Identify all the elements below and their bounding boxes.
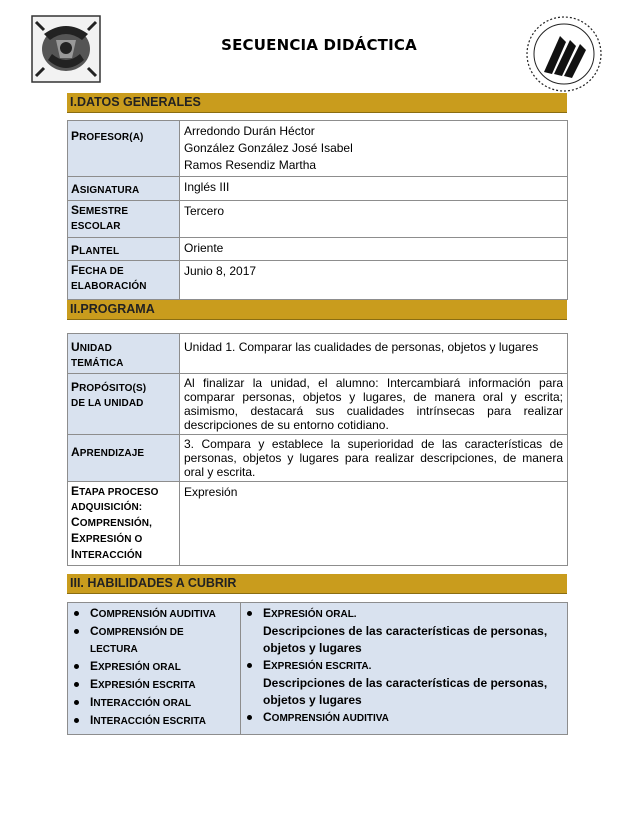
bullet-icon — [247, 663, 252, 668]
profesor-label: PROFESOR(A) — [68, 121, 180, 177]
list-item: EXPRESIÓN ORAL. Descripciones de las características de personas, objetos y lugares — [241, 605, 567, 657]
table-row — [68, 435, 568, 482]
list-item: EXPRESIÓN ORAL — [68, 658, 240, 676]
table-row — [68, 177, 568, 201]
profesor-name: Arredondo Durán Héctor — [184, 124, 315, 138]
asignatura-label: ASIGNATURA — [68, 177, 180, 201]
section-header-datos-generales — [67, 93, 567, 113]
document-title: SECUENCIA DIDÁCTICA — [221, 36, 417, 54]
skill-description: Descripciones de las características de personas, objetos y lugares — [263, 624, 548, 655]
plantel-label: PLANTEL — [68, 238, 180, 261]
skill-description: Descripciones de las características de personas, objetos y lugares — [263, 676, 548, 707]
plantel-value: Oriente — [180, 238, 568, 261]
table-row — [68, 374, 568, 435]
section-title: I.DATOS GENERALES — [70, 95, 201, 109]
bullet-icon — [247, 715, 252, 720]
table-row — [68, 201, 568, 238]
list-item: COMPRENSIÓN AUDITIVA — [241, 709, 567, 727]
list-item: COMPRENSIÓN DE LECTURA — [68, 623, 240, 658]
list-item: EXPRESIÓN ESCRITA. Descripciones de las características de personas, objetos y lugares — [241, 657, 567, 709]
aprendizaje-value: 3. Compara y establece la superioridad de las características de personas, objetos y lugares para realizar descripciones, de manera oral y escrita. — [180, 435, 568, 482]
bullet-icon — [247, 611, 252, 616]
list-item: EXPRESIÓN ESCRITA — [68, 676, 240, 694]
etapa-label: ETAPA PROCESO ADQUISICIÓN: COMPRENSIÓN, EXPRESIÓN O INTERACCIÓN — [68, 482, 180, 566]
etapa-value: Expresión — [180, 482, 568, 566]
profesor-name: González González José Isabel — [184, 141, 353, 155]
list-item: INTERACCIÓN ESCRITA — [68, 712, 240, 730]
college-emblem-logo — [520, 14, 608, 94]
unidad-value: Unidad 1. Comparar las cualidades de personas, objetos y lugares — [180, 334, 568, 374]
bullet-icon — [74, 611, 79, 616]
list-item: INTERACCIÓN ORAL — [68, 694, 240, 712]
fecha-label: FECHA DE ELABORACIÓN — [68, 261, 180, 300]
bullet-icon — [74, 664, 79, 669]
fecha-value: Junio 8, 2017 — [180, 261, 568, 300]
bullet-icon — [74, 700, 79, 705]
proposito-label: PROPÓSITO(S) DE LA UNIDAD — [68, 374, 180, 435]
table-row — [68, 603, 568, 735]
profesor-name: Ramos Resendiz Martha — [184, 158, 317, 172]
profesor-value — [180, 121, 568, 177]
bullet-icon — [74, 629, 79, 634]
aprendizaje-label: APRENDIZAJE — [68, 435, 180, 482]
table-row — [68, 334, 568, 374]
section-header-habilidades — [67, 574, 567, 594]
habilidades-left-column — [68, 603, 241, 735]
unidad-label: UNIDAD TEMÁTICA — [68, 334, 180, 374]
table-row — [68, 482, 568, 566]
habilidades-table — [67, 602, 568, 735]
list-item: COMPRENSIÓN AUDITIVA — [68, 605, 240, 623]
programa-table — [67, 333, 568, 566]
section-header-programa — [67, 300, 567, 320]
asignatura-value: Inglés III — [180, 177, 568, 201]
semestre-value: Tercero — [180, 201, 568, 238]
section-title: III. HABILIDADES A CUBRIR — [70, 576, 237, 590]
table-row — [68, 261, 568, 300]
bullet-icon — [74, 682, 79, 687]
datos-generales-table — [67, 120, 568, 300]
habilidades-right-column — [241, 603, 568, 735]
table-row — [68, 121, 568, 177]
bullet-icon — [74, 718, 79, 723]
table-row — [68, 238, 568, 261]
semestre-label: SEMESTRE ESCOLAR — [68, 201, 180, 238]
section-title: II.PROGRAMA — [70, 302, 155, 316]
proposito-value: Al finalizar la unidad, el alumno: Intercambiará información para comparar personas, objetos y lugares, de manera oral y escrita; asimismo, destacará sus cualidades intrínsecas para realizar descripciones de su entorno cotidiano. — [180, 374, 568, 435]
